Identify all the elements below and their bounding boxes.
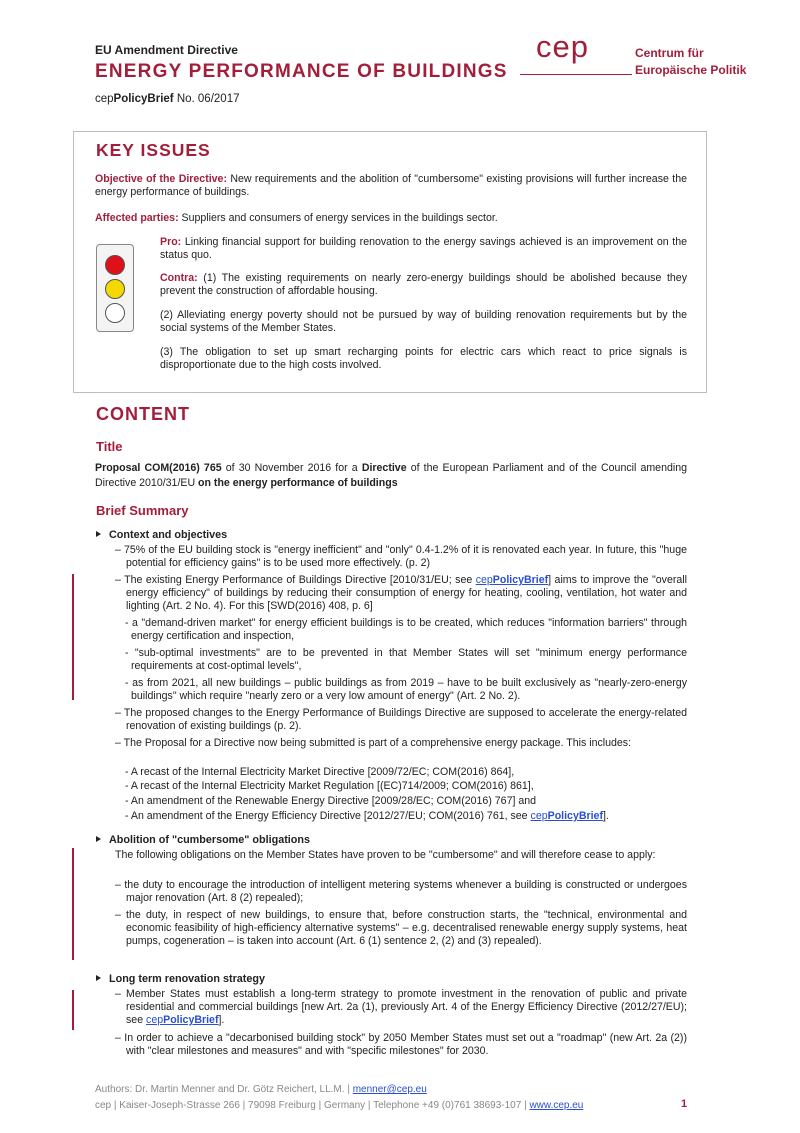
brief-bold: PolicyBrief	[113, 93, 174, 105]
section-label: Long term renovation strategy	[109, 973, 265, 985]
section-renovation-heading	[96, 973, 265, 986]
list-item	[115, 574, 687, 613]
cep-logo	[520, 29, 760, 86]
content-heading: CONTENT	[96, 404, 190, 424]
affected-label: Affected parties:	[95, 212, 179, 224]
email-link[interactable]: menner@cep.eu	[352, 1084, 427, 1095]
margin-change-bar	[72, 990, 74, 1030]
document-title: ENERGY PERFORMANCE OF BUILDINGS	[95, 61, 508, 82]
contra-paragraph-1	[160, 272, 687, 298]
list-item: – the duty to encourage the introduction of intelligent metering systems whenever a building is constructed or undergoes major renovation (Art. 8 (2) repealed);	[115, 879, 687, 904]
policy-brief-number	[95, 93, 239, 106]
contra-text-1: (1) The existing requirements on nearly zero-energy buildings should be abolished because they prevent the construction of affordable housing.	[160, 272, 687, 297]
item-text: ].	[218, 1014, 225, 1026]
policy-brief-link[interactable]: cepPolicyBrief	[475, 574, 549, 586]
section-label: Context and objectives	[109, 529, 228, 541]
red-light-icon	[105, 255, 125, 275]
contra-paragraph-3: (3) The obligation to set up smart recharging points for electric cars which react to price signals is disproportionate due to the high costs involved.	[160, 346, 687, 371]
sub-list-item: - as from 2021, all new buildings – public buildings as from 2019 – have to be built exclusively as "nearly-zero-energy buildings" which require "nearly zero or a very low amount of energy" (Art. 2 No. 2).	[125, 677, 687, 702]
authors-text: Authors: Dr. Martin Menner and Dr. Götz Reichert, LL.M. |	[95, 1084, 353, 1095]
title-heading: Title	[96, 439, 123, 454]
bullet-triangle-icon	[96, 975, 101, 981]
title-part-3: Directive	[361, 462, 407, 474]
logo-text: cep	[536, 29, 589, 64]
page-number: 1	[681, 1098, 688, 1110]
key-issues-heading: KEY ISSUES	[96, 140, 211, 160]
section-label: Abolition of "cumbersome" obligations	[109, 834, 310, 846]
sub-list-item: - An amendment of the Renewable Energy Directive [2009/28/EC; COM(2016) 767] and	[125, 795, 537, 807]
title-part-1: Proposal COM(2016) 765	[95, 462, 222, 474]
section-abolition-heading	[96, 834, 310, 847]
margin-change-bar	[72, 574, 74, 700]
list-item: – In order to achieve a "decarbonised building stock" by 2050 Member States must set out a "roadmap" (new Art. 2a (2)) with "clear milestones and measures" and with "specific milestones" for 2030.	[115, 1032, 687, 1057]
pro-text: Linking financial support for building renovation to the energy savings achieved is an improvement on the status quo.	[160, 236, 687, 261]
objective-label: Objective of the Directive:	[95, 173, 227, 185]
org-line-1: Centrum für	[635, 46, 704, 60]
item-text: ].	[602, 810, 609, 822]
list-item: – The Proposal for a Directive now being submitted is part of a comprehensive energy package. This includes:	[115, 737, 632, 749]
pro-paragraph	[160, 236, 687, 262]
contra-paragraph-2: (2) Alleviating energy poverty should not be pursued by way of building renovation requirements but by the social systems of the Member States.	[160, 309, 687, 334]
brief-no: No. 06/2017	[173, 93, 240, 105]
address-text: cep | Kaiser-Joseph-Strasse 266 | 79098 Freiburg | Germany | Telephone +49 (0)761 38693-107 |	[95, 1100, 530, 1111]
objective-paragraph	[95, 173, 687, 199]
list-item: – 75% of the EU building stock is "energy inefficient" and "only" 0.4-1.2% of it is renovated each year. In future, this "huge potential for efficiency gains" is to be used more effectively. (p. 2)	[115, 544, 687, 569]
organization-name	[635, 45, 746, 79]
proposal-title	[95, 461, 687, 491]
traffic-light-icon	[96, 244, 134, 332]
item-text: – The existing Energy Performance of Buildings Directive [2010/31/EU; see	[115, 574, 476, 586]
yellow-light-icon	[105, 279, 125, 299]
brief-summary-heading: Brief Summary	[96, 503, 189, 518]
footer-authors	[95, 1083, 427, 1096]
sub-list-item: - "sub-optimal investments" are to be prevented in that Member States will set "minimum energy performance requirements at cost-optimal levels",	[125, 647, 687, 672]
white-light-icon	[105, 303, 125, 323]
title-part-5: on the energy performance of buildings	[198, 477, 398, 489]
policy-brief-link[interactable]: cepPolicyBrief	[146, 1014, 219, 1026]
list-item: – The proposed changes to the Energy Performance of Buildings Directive are supposed to accelerate the energy-related renovation of existing buildings (p. 2).	[115, 707, 687, 732]
sub-list-item: - A recast of the Internal Electricity Market Directive [2009/72/EC; COM(2016) 864],	[125, 766, 515, 778]
title-part-2: of 30 November 2016 for a	[221, 462, 362, 474]
affected-parties-paragraph	[95, 212, 687, 225]
brief-prefix: cep	[95, 93, 114, 105]
footer-address	[95, 1099, 583, 1112]
website-link[interactable]: www.cep.eu	[529, 1100, 584, 1111]
org-line-2: Europäische Politik	[635, 63, 747, 77]
sub-list-item: - a "demand-driven market" for energy efficient buildings is to be created, which reduces "information barriers" through energy certification and inspection,	[125, 617, 687, 642]
list-item	[115, 988, 687, 1027]
sub-list-item: - A recast of the Internal Electricity Market Regulation [(EC)714/2009; COM(2016) 861],	[125, 780, 534, 792]
affected-text: Suppliers and consumers of energy services in the buildings sector.	[178, 212, 498, 224]
title-part-4: of the European Parliament and of the Council amending Directive 2010/31/EU	[95, 462, 687, 489]
list-item: – the duty, in respect of new buildings, to ensure that, before construction starts, the "technical, environmental and economic feasibility of high-efficiency alternative systems" – e.g. decentralised renewable energy supply systems, heat pumps, cogeneration – is taken into account (Art. 6 (1) sentence 2, (2) and (3) repealed).	[115, 909, 687, 947]
objective-text: New requirements and the abolition of "cumbersome" existing provisions will further increase the energy performance of buildings.	[95, 173, 687, 198]
contra-label: Contra:	[160, 272, 198, 284]
bullet-triangle-icon	[96, 531, 101, 537]
document-type: EU Amendment Directive	[95, 43, 238, 57]
section-paragraph: The following obligations on the Member States have proven to be "cumbersome" and will therefore cease to apply:	[115, 849, 656, 861]
item-text: ] aims to improve the "overall energy efficiency" of buildings by reducing their consumption of energy for heating, cooling, ventilation, hot water and lighting (Art. 2 No. 4). For this [SWD(2016) 408, p. 6]	[126, 574, 687, 612]
sub-list-item	[125, 810, 687, 823]
pro-label: Pro:	[160, 236, 182, 248]
section-context-heading	[96, 529, 227, 542]
bullet-triangle-icon	[96, 836, 101, 842]
margin-change-bar	[72, 848, 74, 960]
logo-underline	[520, 74, 632, 75]
item-text: - An amendment of the Energy Efficiency Directive [2012/27/EU; COM(2016) 761, see	[125, 810, 531, 822]
item-text: – Member States must establish a long-term strategy to promote investment in the renovation of public and private residential and commercial buildings [new Art. 2a (1), previously Art. 4 of the Energy Efficiency Directive (2012/27/EU); see	[115, 988, 687, 1026]
policy-brief-link[interactable]: cepPolicyBrief	[530, 810, 603, 822]
